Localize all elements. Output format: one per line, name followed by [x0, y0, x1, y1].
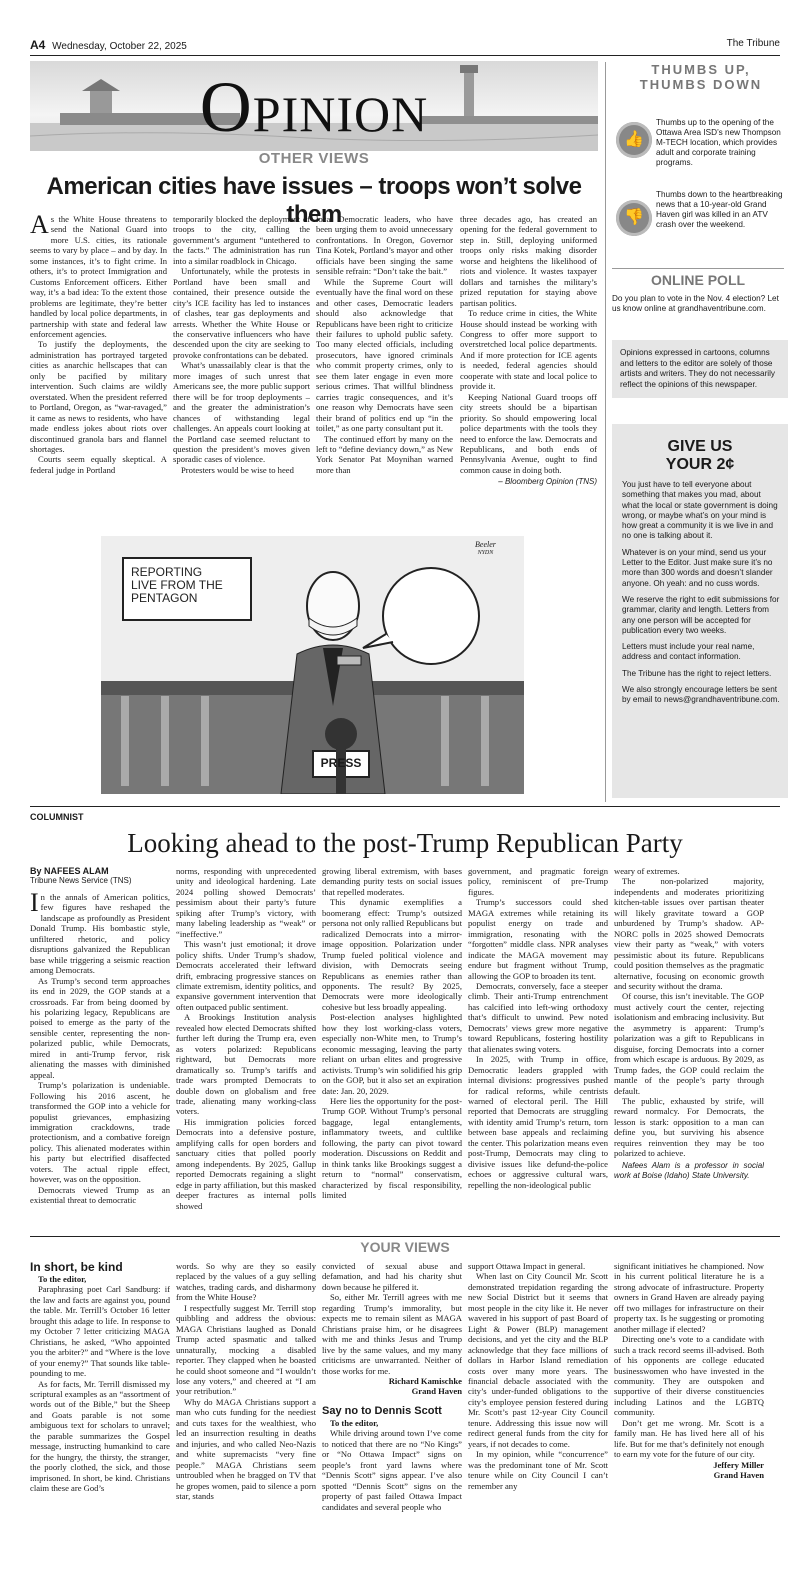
column-col-5: weary of extremes. The non-polarized majority, independents and moderates prioritizing kitchen-table issues over partisan theater will likely gravitate toward a GOP unburdened by Trump’s shadow. AP-NORC polls in 2025 showed Democrats view their party as “weak,” with voters pessimistic about its future. Republicans could position themselves as the pragmatic alternative, focusing on economic growth and security without the drama. Of course, this isn’t inevitable. The GOP must actively court the center, rejecting isolationism and embracing inclusivity. But the asymmetry is apparent: Trump’s polarization was a gift to Republicans in disguise, forcing Democrats into a corner from which escape is arduous. By 2029, as Trump fades, the GOP could reclaim the mantle of the people’s party through default. The public, exhausted by strife, will reward normalcy. For Democrats, the lesson is stark: opposition to a man can define you, but surviving his absence requires reinvention they may be too polarized to achieve. Nafees Alam is a professor in social work at Boise (Idaho) State University. [614, 866, 764, 1180]
thumbs-down-icon: 👎 [616, 200, 652, 236]
editorial-col-1: As the White House threatens to send the National Guard into more U.S. cities, its rationale seems to vary by place – and by day. In some instances, it’s to fight crime. In others, it’s to protect Immigration and Customs Enforcement officers. Either way, it’s a bad idea: To the extent those problems are legitimate, they’re better handled by local police departments, in partnership with state and federal law enforcement agencies. To justify the deployments, the administration has portrayed targeted cities as anarchic hellscapes that can only be pacified by military intervention. Such claims are wildly overstated. When the president referred to Portland, Oregon, as “war-ravaged,” it came as news to residents, who have made endless jokes about riots over discontinued granola bars and flannel shortages. Courts seem equally skeptical. A federal judge in Portland [30, 214, 167, 475]
paper-name: The Tribune [726, 38, 780, 49]
editorial-cartoon [101, 536, 524, 794]
columnist-label: COLUMNIST [30, 812, 84, 822]
letter-2-title: Say no to Dennis Scott [322, 1404, 442, 1417]
views-section-label: YOUR VIEWS [360, 1239, 450, 1255]
editorial-col-4: three decades ago, has created an opening for the federal government to step in. Still, deploying uniformed troops only risks making disorder worse and heightens the likelihood of riots and violence. It wastes taxpayer dollars and tarnishes the military’s prized reputation for staying above partisan politics. To reduce crime in cities, the White House should instead be working with Congress to offer more support to overstretched local police departments. And if more protection for ICE agents is needed, federal agencies should cooperate with state and local police to provide it. Keeping National Guard troops off city streets should be a bipartisan priority. So should empowering local police departments with the tools they need to enforce the law. Democrats and Republicans, and both ends of Pennsylvania Avenue, ought to find common cause in doing both. – Bloomberg Opinion (TNS) [460, 214, 597, 487]
page-header [30, 38, 780, 52]
cartoonist-signature: Beeler NYDN [475, 540, 496, 556]
masthead [30, 61, 598, 151]
disclaimer-box: Opinions expressed in cartoons, columns and letters to the editor are solely of those artists and writers. They do not necessarily reflect the opinions of this newspaper. [612, 340, 788, 398]
give-us-text: You just have to tell everyone about something that makes you mad, about what the local or state government is doing wrong, or maybe what’s on your mind is how great a community it is we live in and no one is talking about it. Whatever is on your mind, send us your Letter to the Editor. Just make sure it’s no more than 300 words and doesn’t slander anyone. Oh yeah: and no cuss words. We reserve the right to edit submissions for grammar, clarity and length. Letters from any one person will be accepted for publication every two weeks. Letters must include your real name, address and contact information. The Tribune has the right to reject letters. We also strongly encourage letters be sent by email to news@grandhaventribune.com. [622, 480, 780, 705]
editorial-headline: American cities have issues – troops won’t solve them [46, 173, 582, 228]
column-col-3: growing liberal extremism, with bases demanding purity tests on social issues that repelled moderates. This dynamic exemplifies a boomerang effect: Trump’s outsized persona not only rallied Republicans but radicalized Democrats into a mirror-image opposition. Polarization under Trump fueled political violence and division, with Democrats seeing Republicans as enemies rather than opponents. The result? By 2025, Democrats were more ideologically cohesive but less broadly appealing. Post-election analyses highlighted how they lost working-class voters, especially non-White men, to Trump’s economic messaging, leaving the party reliant on urban elites and progressive activists. Trump’s win solidified his grip on the GOP, but it also set an expiration date: Jan. 20, 2029. Here lies the opportunity for the post-Trump GOP. Without Trump’s personal baggage, legal entanglements, inflammatory tweets, and cultlike following, the party can pivot toward moderation. Discussions on Reddit and in think tanks like Brookings suggest a return to “normal” conservatism, characterized by fiscal responsibility, limited [322, 866, 462, 1201]
columnist-rule [30, 806, 780, 807]
press-label: PRESS [320, 756, 362, 770]
letter-2-col-5: significant initiatives he championed. Now in his current political literature he is a strong advocate of infrastructure. Property owners in Grand Haven are already paying off two millages for infrastructure on their property tax. Is he suggesting or promoting another millage if elected? Directing one’s vote to a candidate with such a track record seems ill-advised. Both of his opponents are college educated businesswomen who have invested in the community. They are outspoken and supportive of their diverse constituencies including Latinos and the LGBTQ community. Don’t get me wrong. Mr. Scott is a family man. He has lived here all of his life. But for me that’s definitely not enough to earn my vote for the future of our city. Jeffery Miller Grand Haven [614, 1261, 764, 1481]
letter-1-title: In short, be kind [30, 1260, 123, 1274]
opinion-sidebar [605, 62, 787, 802]
page-date: Wednesday, October 22, 2025 [52, 41, 187, 52]
header-rule [30, 55, 780, 56]
page-number: A4 [30, 38, 46, 52]
column-col-1: In the annals of American politics, few figures have reshaped the landscape as profoundly as President Donald Trump. His bombastic style, unfiltered rhetoric, and policy disruptions galvanized the Republican base while triggering a seismic reaction among Democrats. As Trump’s second term approaches its end in 2029, the GOP stands at a crossroads. Far from being doomed by his polarizing legacy, Republicans are poised to emerge as the party of the sensible center, representing the non-polarized public, while Democrats, mired in anti-Trump fervor, risk alienating the masses with diminished appeal. Trump’s polarization is undeniable. Following his 2016 ascent, he transformed the GOP into a vehicle for populist grievances, emphasizing immigration crackdowns, trade protectionism, and a combative foreign policy. This alienated moderates within his party but electrified disaffected voters. The actual ripple effect, however, was on the opposition. Democrats viewed Trump as an existential threat to democratic [30, 892, 170, 1206]
letter-1-col-3: convicted of sexual abuse and defamation, and had his charity shut down because he pilfered it. So, either Mr. Terrill agrees with me regarding Trump’s immorality, but expects me to remain silent as MAGA Christians praise him, or he disagrees with me and thinks Jesus and Trump live by the same values, and my many criticisms are unwarranted. Neither of those works for me. Richard Kamischke Grand Haven Say no to Dennis Scott To the editor, While driving around town I’ve come to noticed that there are no “No Kings” or “No Ottawa Impact” signs on people’s front yard lawns where “Dennis Scott” signs appear. I’ve also spotted “Dennis Scott” signs on the property of past failed Ottawa Impact candidates and several people who [322, 1261, 462, 1512]
give-us-box [612, 424, 788, 798]
cartoon-sign: REPORTING LIVE FROM THE PENTAGON [131, 565, 223, 605]
letter-2-col-4: support Ottawa Impact in general. When last on City Council Mr. Scott demonstrated trepidation regarding the new Social District but it seems that most people in the city like it. He never wavered in his support of past Board of Light & Power (BLP) management decisions, and yet the city and the BLP acknowledge that they face millions of dollars in Harbor Island remediation costs over many more years. The financial debacle associated with the city’s under-funded obligations to the city’s employee pension festered during Mr. Scott’s past 12-year City Council tenure. Addressing this issue now will redirect general funds from the city for years, if not decades to come. In my opinion, while “concurrence” was the predominant tone of Mr. Scott tenure while on City Council I can’t remember any [468, 1261, 608, 1491]
letter-1-col-1: To the editor, Paraphrasing poet Carl Sandburg: if the law and facts are against you, pound the table. Mr. Terrill’s October 16 letter brought this adage to life. In response to my October 7 letter criticizing MAGA Christians, he asked, “Who appointed you the arbiter?” and “Where is the love of your enemy?” That sounds like table-pounding to me. As for facts, Mr. Terrill dismissed my scriptural examples as an “assortment of words out of the Bible,” but the Sheep and Goats parable is not some ambiguous text for scholars to unravel; the parable summarizes the Gospel message, instructing humankind to care for the hungry, the thirsty, the stranger, the poorly clothed, the sick, and those imprisoned. In short, be kind. Christians claim these are God’s [30, 1274, 170, 1494]
column-col-4: government, and pragmatic foreign policy, reminiscent of pre-Trump figures. Trump’s successors could shed MAGA extremes while retaining its populist energy on trade and immigration, resonating with the “forgotten” middle class. NPR analyses indicate the MAGA movement may endure but fragment without Trump, allowing the GOP to broaden its tent. Democrats, conversely, face a steeper climb. Their anti-Trump entrenchment has calcified into left-wing orthodoxy that’s difficult to unwind. Pew noted Democrats’ views grew more negative toward Republicans, fostering hostility that alienates swing voters. In 2025, with Trump in office, Democratic leaders grappled with internal divisions: progressives pushed for radical reforms, while centrists warned of electoral peril. The Hill reported that Democrats are struggling with identity amid Trump’s return, torn between base appeals and reclaiming the center. This polarization means even post-Trump, Democrats may cling to divisive issues like defund-the-police echoes or aggressive cultural wars, repelling the non-ideological public [468, 866, 608, 1190]
column-byline: By NAFEES ALAM Tribune News Service (TNS) [30, 866, 132, 885]
letter-2-salute: To the editor, [330, 1417, 379, 1428]
author-bio: Nafees Alam is a professor in social work at Boise (Idaho) State University. [614, 1160, 764, 1180]
column-drop-cap: I [30, 892, 39, 917]
thumbs-down-text: Thumbs down to the heartbreaking news that a 10-year-old Grand Haven girl was killed in an ATV crash over the weekend. [656, 190, 783, 229]
editorial-col-3: local Democratic leaders, who have been urging them to avoid unnecessary confrontations. In Oregon, Governor Tina Kotek, Portland’s mayor and other officials have been singing the same sensible refrain: “Don’t take the bait.” While the Supreme Court will eventually have the final word on these and other cases, Democratic leaders should also acknowledge that Republicans have been right to criticize their failures to uphold public safety. Too many elected officials, including prosecutors, have ignored criminals who commit property crimes, only to see them later engage in even more serious crimes. That willful blindness carries tragic consequences, and it’s one reason why Democrats have seen their brand of politics end up “in the toilet,” as one party consultant put it. The continued effort by many on the left to “define deviancy down,” as New York Senator Pat Moynihan warned more than [316, 214, 453, 475]
section-label: OTHER VIEWS [258, 150, 370, 167]
views-rule [30, 1236, 780, 1237]
drop-cap: A [30, 214, 49, 239]
editorial-col-2: temporarily blocked the deployment of troops to the city, calling the government’s argument “untethered to the facts.” The administration has run into a similar roadblock in Chicago. Unfortunately, while the protests in Portland have been small and contained, their presence outside the city’s ICE facility has led to instances of clashes, tear gas deployments and arrests. Whether the White House or the conservative influencers who have descended upon the city are seeking to provoke confrontations can be debated. What’s unassailably clear is that the more images of such unrest that Americans see, the more public support there will be for troop deployments – and the greater the administration’s chances of withstanding legal challenges. An appeals court looking at the Portland case seemed reluctant to question the president’s moves given sporadic cases of violence. Protesters would be wise to heed [173, 214, 310, 475]
letter-1-col-2: words. So why are they so easily replaced by the values of a guy selling watches, trading cards, and disharmony from the White House? I respectfully suggest Mr. Terrill stop quibbling and address the obvious: MAGA Christians laughed as Donald Trump acted spasmatic and talked unnaturally, mocking a disabled reporter. They clapped when he boasted he could shoot someone and “I wouldn’t lose any voters,” and cheered at “I am your retribution.” Why do MAGA Christians support a man who cuts funding for the neediest and cuts taxes for the wealthiest, who led an insurrection resulting in deaths and injuries, and who called Neo-Nazis and white supremacists “very fine people.” MAGA Christians seem untroubled when he bragged on TV that he gropes women, paid to silence a porn star, stands [176, 1261, 316, 1501]
poll-text: Do you plan to vote in the Nov. 4 election? Let us know online at grandhaventribune.com. [612, 294, 779, 313]
editorial-credit: – Bloomberg Opinion (TNS) [498, 477, 597, 487]
give-us-title: GIVE US YOUR 2¢ [665, 438, 735, 473]
thumbs-up-text: Thumbs up to the opening of the Ottawa Area ISD’s new Thompson M-TECH location, which provides adult and corporate training programs. [656, 118, 781, 167]
masthead-title: Opinion [199, 67, 429, 147]
letter-2-signature: Jeffery Miller Grand Haven [713, 1459, 764, 1481]
sidebar-rule [612, 268, 784, 269]
column-col-2: norms, responding with unprecedented unity and ideological hardening. Late 2024 polling showed Democrats’ pessimism about their party’s future spiking after Trump’s victory, with many labeling leadership as “weak” or “ineffective.” This wasn’t just emotional; it drove policy shifts. Under Trump’s shadow, Democrats accelerated their leftward drift, embracing progressive stances on climate extremism, identity politics, and expansive government intervention that often outpaced public sentiment. A Brookings Institution analysis revealed how elected Democrats shifted further left during the Trump era, even as voters polarized: Republicans rightward, but Democrats more dramatically so. Trump’s tariffs and trade wars prompted Democrats to double down on globalism and free trade, alienating many working-class voters. His immigration policies forced Democrats into a defensive posture, amplifying calls for open borders and sanctuary cities that polled poorly among independents. By 2025, Gallup reported Democrats regaining a slight edge in party affiliation, but this masked deeper fractures as internal polls showed [176, 866, 316, 1211]
thumbs-up-icon: 👍 [616, 122, 652, 158]
thumbs-title: THUMBS UP, THUMBS DOWN [639, 62, 763, 92]
letter-1-signature: Richard Kamischke Grand Haven [388, 1375, 462, 1397]
column-headline: Looking ahead to the post-Trump Republican Party [127, 828, 683, 858]
poll-title: ONLINE POLL [650, 272, 746, 288]
